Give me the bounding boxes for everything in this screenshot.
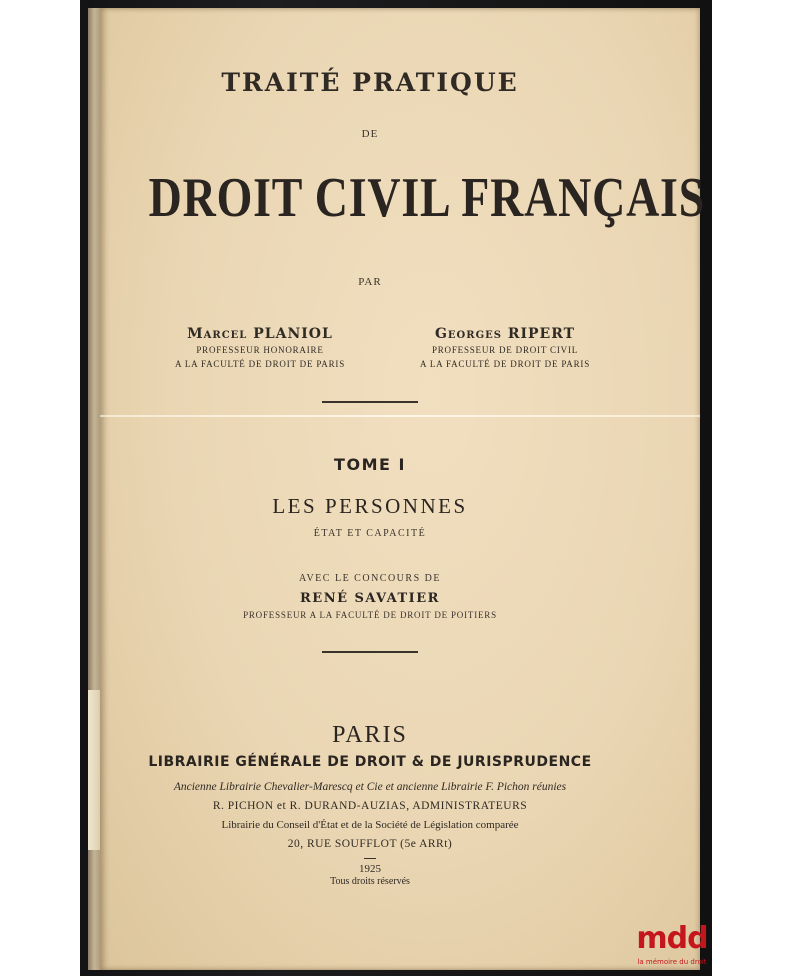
author-role-line-2: A LA FACULTÉ DE DROIT DE PARIS — [174, 359, 346, 369]
author-name: Georges RIPERT — [434, 326, 576, 342]
divider-rule — [322, 401, 418, 403]
author-role-line-1: PROFESSEUR HONORAIRE — [196, 345, 324, 355]
publication-year: 1925 — [359, 863, 381, 875]
tome-label: TOME I — [334, 455, 406, 474]
author-ripert — [385, 326, 625, 370]
rights-notice: Tous droits réservés — [330, 876, 410, 887]
title-page — [100, 8, 706, 970]
title-de: DE — [361, 128, 379, 140]
page-fold-line — [100, 415, 700, 417]
author-planiol — [140, 326, 380, 370]
divider-rule — [322, 651, 418, 653]
author-name: Marcel PLANIOL — [187, 326, 333, 342]
mdd-logo — [632, 922, 712, 974]
publisher-administrators: R. PICHON et R. DURAND-AUZIAS, ADMINISTRATEURS — [212, 800, 528, 812]
concours-label: AVEC LE CONCOURS DE — [299, 573, 441, 584]
par-label: PAR — [358, 276, 382, 288]
main-title: DROIT CIVIL FRANÇAIS — [148, 167, 706, 229]
volume-subject: LES PERSONNES — [272, 494, 468, 518]
title-line-1: TRAITÉ PRATIQUE — [221, 68, 519, 97]
publisher-address: 20, RUE SOUFFLOT (5e ARRt) — [287, 838, 453, 850]
contributor-name: RENÉ SAVATIER — [300, 591, 440, 606]
logo-tagline: la mémoire du droit — [637, 958, 707, 966]
volume-subtitle: ÉTAT ET CAPACITÉ — [313, 528, 427, 539]
contributor-role: PROFESSEUR A LA FACULTÉ DE DROIT DE POITIERS — [243, 610, 497, 620]
publisher-city: PARIS — [332, 722, 408, 748]
author-role-line-2: A LA FACULTÉ DE DROIT DE PARIS — [419, 359, 591, 369]
publisher-name: LIBRAIRIE GÉNÉRALE DE DROIT & DE JURISPRUDENCE — [148, 754, 592, 770]
short-dash — [364, 858, 376, 859]
logo-mark: mdd — [636, 921, 708, 956]
publisher-history: Ancienne Librairie Chevalier-Marescq et Cie et ancienne Librairie F. Pichon réunies — [173, 781, 567, 793]
author-role-line-1: PROFESSEUR DE DROIT CIVIL — [431, 345, 579, 355]
publisher-conseil: Librairie du Conseil d'État et de la Société de Législation comparée — [221, 819, 519, 831]
